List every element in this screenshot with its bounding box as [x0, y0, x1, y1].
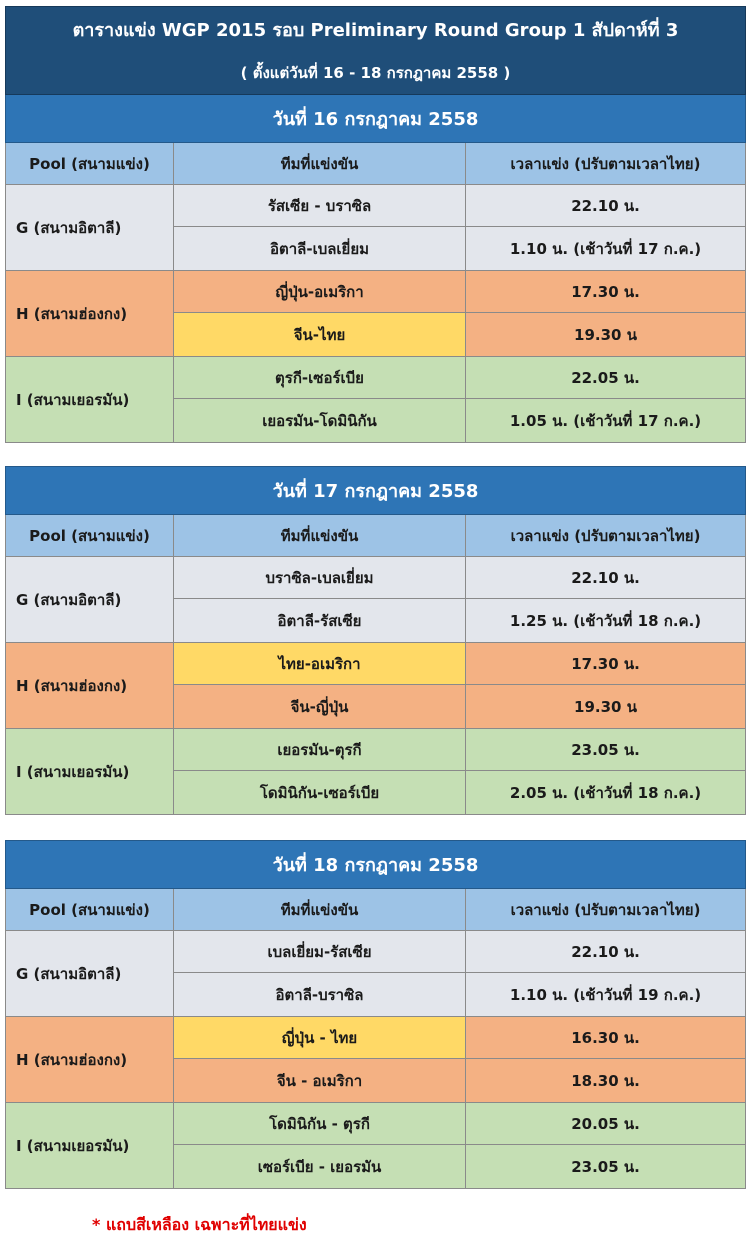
match-time: 1.25 น. (เช้าวันที่ 18 ก.ค.): [466, 599, 746, 643]
match-teams: โดมินิกัน-เซอร์เบีย: [174, 771, 466, 815]
match-time: 18.30 น.: [466, 1059, 746, 1103]
match-time: 22.10 น.: [466, 931, 746, 973]
table-row: [6, 1103, 746, 1145]
match-teams-thailand: จีน-ไทย: [174, 313, 466, 357]
match-teams: ตุรกี-เซอร์เบีย: [174, 357, 466, 399]
match-teams: จีน - อเมริกา: [174, 1059, 466, 1103]
schedule-table-day-2: [5, 466, 746, 815]
column-header-pool: Pool (สนามแข่ง): [6, 889, 174, 931]
pool-cell: G (สนามอิตาลี): [6, 931, 174, 1017]
match-time: 22.05 น.: [466, 357, 746, 399]
match-time: 19.30 น: [466, 313, 746, 357]
match-teams: อิตาลี-รัสเซีย: [174, 599, 466, 643]
day-heading: วันที่ 16 กรกฎาคม 2558: [6, 95, 746, 143]
match-teams: ญี่ปุ่น-อเมริกา: [174, 271, 466, 313]
day-heading: วันที่ 17 กรกฎาคม 2558: [6, 467, 746, 515]
pool-cell: G (สนามอิตาลี): [6, 557, 174, 643]
page-title: ตารางแข่ง WGP 2015 รอบ Preliminary Round Group 1 สัปดาห์ที่ 3: [6, 7, 746, 53]
column-header-teams: ทีมที่แข่งขัน: [174, 889, 466, 931]
match-teams-thailand: ญี่ปุ่น - ไทย: [174, 1017, 466, 1059]
day-heading: วันที่ 18 กรกฎาคม 2558: [6, 841, 746, 889]
column-header-time: เวลาแข่ง (ปรับตามเวลาไทย): [466, 889, 746, 931]
table-row: [6, 729, 746, 771]
match-teams: เยอรมัน-โดมินิกัน: [174, 399, 466, 443]
table-row: [6, 1017, 746, 1059]
pool-cell: G (สนามอิตาลี): [6, 185, 174, 271]
match-teams: บราซิล-เบลเยี่ยม: [174, 557, 466, 599]
match-time: 1.10 น. (เช้าวันที่ 19 ก.ค.): [466, 973, 746, 1017]
column-header-time: เวลาแข่ง (ปรับตามเวลาไทย): [466, 143, 746, 185]
match-teams: เซอร์เบีย - เยอรมัน: [174, 1145, 466, 1189]
column-header-pool: Pool (สนามแข่ง): [6, 515, 174, 557]
match-time: 16.30 น.: [466, 1017, 746, 1059]
column-header-pool: Pool (สนามแข่ง): [6, 143, 174, 185]
column-header-teams: ทีมที่แข่งขัน: [174, 143, 466, 185]
pool-cell: I (สนามเยอรมัน): [6, 357, 174, 443]
match-teams: โดมินิกัน - ตุรกี: [174, 1103, 466, 1145]
match-teams: รัสเซีย - บราซิล: [174, 185, 466, 227]
table-row: [6, 185, 746, 227]
match-time: 23.05 น.: [466, 729, 746, 771]
match-time: 17.30 น.: [466, 643, 746, 685]
match-teams: จีน-ญี่ปุ่น: [174, 685, 466, 729]
table-row: [6, 271, 746, 313]
match-teams-thailand: ไทย-อเมริกา: [174, 643, 466, 685]
page-subtitle: ( ตั้งแต่วันที่ 16 - 18 กรกฎาคม 2558 ): [6, 53, 746, 95]
match-teams: เบลเยี่ยม-รัสเซีย: [174, 931, 466, 973]
match-time: 23.05 น.: [466, 1145, 746, 1189]
pool-cell: H (สนามฮ่องกง): [6, 1017, 174, 1103]
match-time: 2.05 น. (เช้าวันที่ 18 ก.ค.): [466, 771, 746, 815]
table-row: [6, 643, 746, 685]
match-time: 1.10 น. (เช้าวันที่ 17 ก.ค.): [466, 227, 746, 271]
match-time: 19.30 น: [466, 685, 746, 729]
pool-cell: H (สนามฮ่องกง): [6, 271, 174, 357]
pool-cell: I (สนามเยอรมัน): [6, 1103, 174, 1189]
footnote: * แถบสีเหลือง เฉพาะที่ไทยแข่ง: [92, 1215, 307, 1234]
match-time: 1.05 น. (เช้าวันที่ 17 ก.ค.): [466, 399, 746, 443]
match-teams: เยอรมัน-ตุรกี: [174, 729, 466, 771]
match-time: 20.05 น.: [466, 1103, 746, 1145]
table-row: [6, 357, 746, 399]
schedule-table-day-1: [5, 6, 746, 443]
column-header-time: เวลาแข่ง (ปรับตามเวลาไทย): [466, 515, 746, 557]
match-time: 17.30 น.: [466, 271, 746, 313]
pool-cell: H (สนามฮ่องกง): [6, 643, 174, 729]
schedule-table-day-3: [5, 840, 746, 1189]
match-teams: อิตาลี-เบลเยี่ยม: [174, 227, 466, 271]
match-time: 22.10 น.: [466, 557, 746, 599]
table-row: [6, 931, 746, 973]
match-teams: อิตาลี-บราซิล: [174, 973, 466, 1017]
table-row: [6, 557, 746, 599]
column-header-teams: ทีมที่แข่งขัน: [174, 515, 466, 557]
match-time: 22.10 น.: [466, 185, 746, 227]
pool-cell: I (สนามเยอรมัน): [6, 729, 174, 815]
